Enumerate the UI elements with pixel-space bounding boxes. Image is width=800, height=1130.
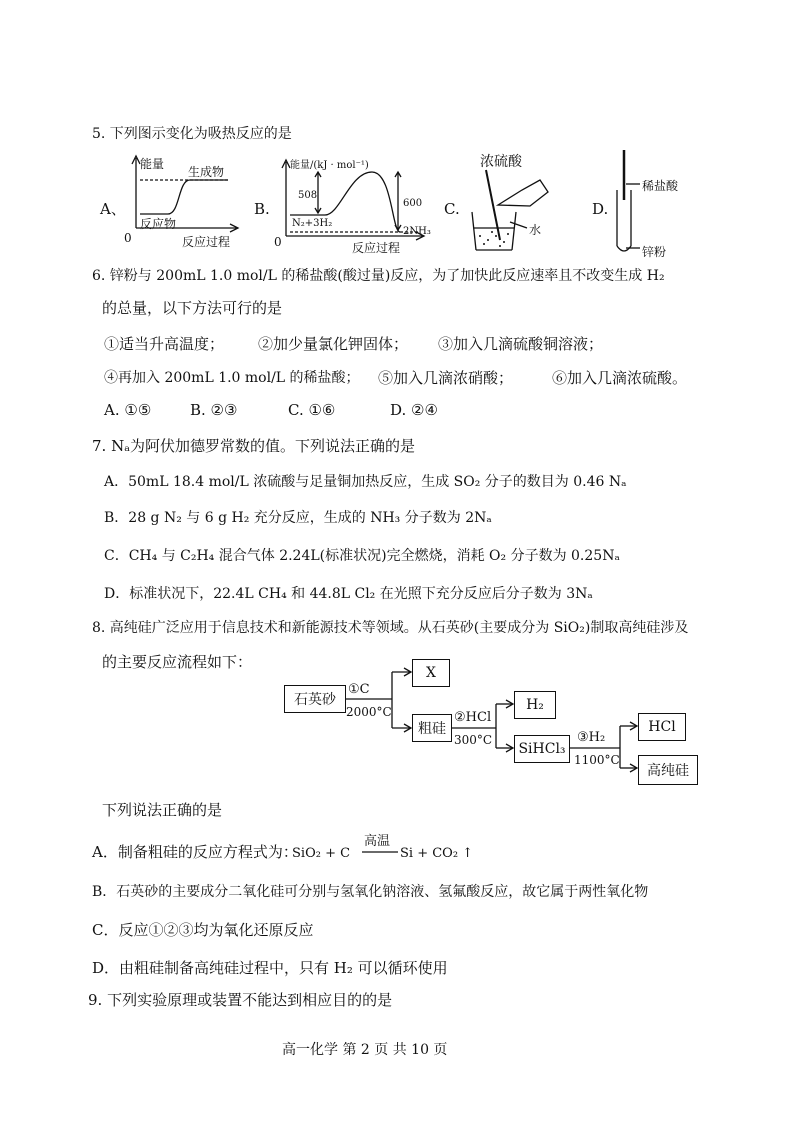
q8-option-a-left: SiO₂ + C [292, 846, 351, 861]
q5-b-xlabel: 反应过程 [352, 241, 401, 255]
flow-box-quartz: 石英砂 [284, 685, 346, 713]
q7-option-d: D．标准状况下，22.4L CH₄ 和 44.8L Cl₂ 在光照下充分反应后分子数为 3Nₐ [104, 586, 593, 602]
q5-b-ylabel: 能量/(kJ · mol⁻¹) [290, 160, 369, 171]
q7-option-b: B．28 g N₂ 与 6 g H₂ 充分反应，生成的 NH₃ 分子数为 2Nₐ [104, 510, 492, 526]
q6-option-3: ③加入几滴硫酸铜溶液； [438, 335, 604, 353]
flow-step3-temp: 1100°C [574, 753, 620, 767]
q7-stem: 7. Nₐ为阿伏加德罗常数的值。下列说法正确的是 [92, 437, 415, 455]
q6-choice-b: B. ②③ [190, 401, 238, 419]
flow-box-pure-si: 高纯硅 [638, 755, 698, 785]
q6-choice-a: A. ①⑤ [104, 401, 152, 419]
q5-d-zinc: 锌粉 [642, 245, 667, 259]
q5-a-product: 生成物 [188, 165, 225, 179]
flow-step3-reagent: ③H₂ [577, 730, 606, 745]
q5-b-origin: 0 [274, 235, 282, 249]
page-footer: 高一化学 第 2 页 共 10 页 [282, 1042, 448, 1058]
q7-option-c: C．CH₄ 与 C₂H₄ 混合气体 2.24L(标准状况)完全燃烧，消耗 O₂ 分子数为 0.25Nₐ [104, 548, 620, 564]
flow-step1-reagent: ①C [348, 682, 370, 697]
q5-b-reactant: N₂+3H₂ [292, 218, 333, 229]
flow-step2-temp: 300°C [454, 733, 493, 747]
flow-step2-reagent: ②HCl [454, 710, 492, 725]
q5-a-ylabel: 能量 [140, 157, 165, 171]
q5-option-a-label: A、 [100, 200, 126, 218]
q9-stem: 9. 下列实验原理或装置不能达到相应目的的是 [88, 991, 393, 1009]
q6-option-2: ②加少量氯化钾固体； [258, 335, 409, 353]
q5-stem: 5. 下列图示变化为吸热反应的是 [92, 126, 292, 142]
q5-c-acid: 浓硫酸 [480, 154, 522, 170]
q6-choice-d: D. ②④ [390, 401, 438, 419]
q8-option-d: D．由粗硅制备高纯硅过程中，只有 H₂ 可以循环使用 [92, 959, 448, 977]
flow-step1-temp: 2000°C [346, 705, 392, 719]
q5-b-value-600: 600 [403, 198, 423, 209]
q6-option-1: ①适当升高温度； [104, 335, 225, 353]
q5-option-b-label: B. [254, 200, 270, 218]
q7-option-a: A．50mL 18.4 mol/L 浓硫酸与足量铜加热反应，生成 SO₂ 分子的数目为 0.46 Nₐ [104, 474, 627, 490]
q8-line1: 8. 高纯硅广泛应用于信息技术和新能源技术等领域。从石英砂(主要成分为 SiO₂)制取高纯硅涉及 [92, 620, 689, 636]
q5-a-xlabel: 反应过程 [182, 235, 231, 249]
q5-option-c-label: C. [444, 200, 460, 218]
q5-c-water: 水 [529, 223, 542, 237]
q8-option-a-prefix: A．制备粗硅的反应方程式为： [92, 843, 298, 861]
q5-a-reactant: 反应物 [140, 217, 177, 231]
q5-b-product: 2NH₃ [403, 226, 431, 237]
q5-b-value-508: 508 [298, 190, 318, 201]
q8-line2: 的主要反应流程如下： [102, 653, 253, 671]
q6-option-5: ⑤加入几滴浓硝酸； [378, 369, 514, 387]
q8-option-b: B．石英砂的主要成分二氧化硅可分别与氢氧化钠溶液、氢氟酸反应，故它属于两性氧化物 [92, 884, 649, 900]
q6-choice-c: C. ①⑥ [288, 401, 336, 419]
q8-option-c: C．反应①②③均为氧化还原反应 [92, 921, 314, 939]
q6-option-4: ④再加入 200mL 1.0 mol/L 的稀盐酸； [104, 370, 360, 386]
q5-a-origin: 0 [124, 231, 132, 245]
flow-box-x: X [412, 659, 450, 687]
flow-box-crude-si: 粗硅 [412, 714, 452, 742]
flow-box-h2: H₂ [514, 691, 556, 719]
q5-option-d-label: D. [592, 200, 609, 218]
q8-question: 下列说法正确的是 [102, 801, 223, 819]
q6-line2: 的总量，以下方法可行的是 [102, 299, 283, 317]
q8-option-a-condition: 高温 [364, 834, 391, 849]
flow-box-hcl: HCl [638, 713, 686, 741]
q6-option-6: ⑥加入几滴浓硫酸。 [552, 369, 688, 387]
flow-box-sihcl3: SiHCl₃ [514, 735, 570, 763]
testtube-d [617, 150, 640, 251]
q5-d-acid: 稀盐酸 [642, 179, 679, 193]
q8-option-a-right: Si + CO₂ ↑ [400, 846, 474, 861]
q6-line1: 6. 锌粉与 200mL 1.0 mol/L 的稀盐酸(酸过量)反应，为了加快此反应速率且不改变生成 H₂ [92, 268, 665, 284]
